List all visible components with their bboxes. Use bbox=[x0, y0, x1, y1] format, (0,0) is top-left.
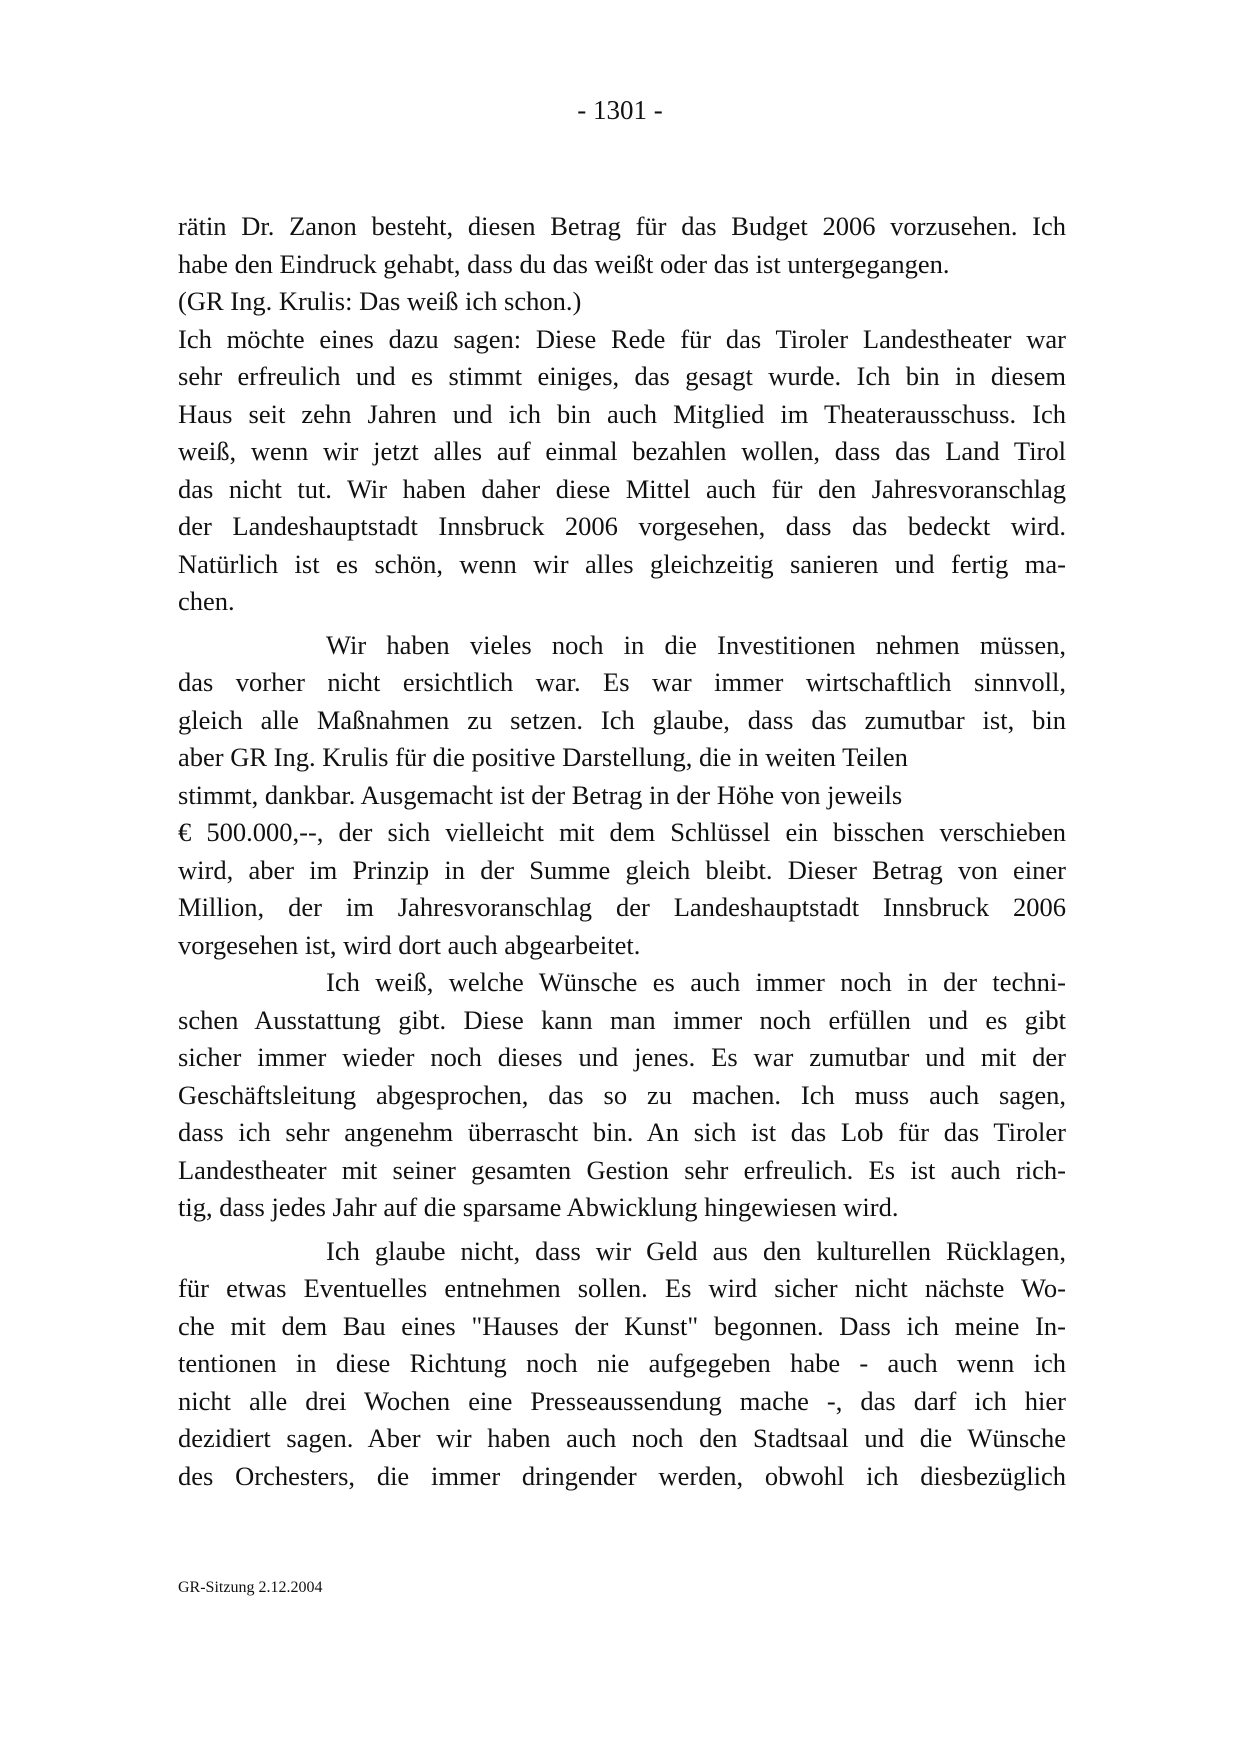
text-line: Landestheater mit seiner gesamten Gestion sehr erfreulich. Es ist auch rich- bbox=[178, 1154, 1066, 1185]
text-line: stimmt, dankbar. Ausgemacht ist der Betrag in der Höhe von jeweils bbox=[178, 779, 903, 810]
text-line: nicht alle drei Wochen eine Presseaussendung mache -, das darf ich hier bbox=[178, 1385, 1066, 1416]
text-line: rätin Dr. Zanon besteht, diesen Betrag für das Budget 2006 vorzusehen. Ich bbox=[178, 211, 1066, 241]
footer-session-date: GR-Sitzung 2.12.2004 bbox=[178, 1579, 323, 1596]
text-line: (GR Ing. Krulis: Das weiß ich schon.) bbox=[178, 286, 582, 316]
text-line: Ich weiß, welche Wünsche es auch immer noch in der techni- bbox=[326, 967, 1066, 997]
body-text bbox=[178, 208, 1066, 1495]
text-line: schen Ausstattung gibt. Diese kann man immer noch erfüllen und es gibt bbox=[178, 1004, 1066, 1035]
text-line: des Orchesters, die immer dringender werden, obwohl ich diesbezüglich bbox=[178, 1460, 1066, 1491]
text-line: sicher immer wieder noch dieses und jenes. Es war zumutbar und mit der bbox=[178, 1042, 1066, 1072]
text-line: sehr erfreulich und es stimmt einiges, das gesagt wurde. Ich bin in diesem bbox=[178, 361, 1066, 391]
text-line: das nicht tut. Wir haben daher diese Mittel auch für den Jahresvoranschlag bbox=[178, 473, 1066, 504]
text-line: aber GR Ing. Krulis für die positive Darstellung, die in weiten Teilen bbox=[178, 742, 908, 772]
text-line: vorgesehen ist, wird dort auch abgearbeitet. bbox=[178, 929, 641, 960]
text-line: dezidiert sagen. Aber wir haben auch noch den Stadtsaal und die Wünsche bbox=[178, 1423, 1066, 1453]
text-line: Wir haben vieles noch in die Investitionen nehmen müssen, bbox=[326, 629, 1066, 660]
text-line: tig, dass jedes Jahr auf die sparsame Abwicklung hingewiesen wird. bbox=[178, 1192, 899, 1222]
text-line: che mit dem Bau eines "Hauses der Kunst" begonnen. Dass ich meine In- bbox=[178, 1310, 1066, 1341]
text-line: € 500.000,--, der sich vielleicht mit dem Schlüssel ein bisschen verschieben bbox=[178, 817, 1066, 847]
text-line: das vorher nicht ersichtlich war. Es war immer wirtschaftlich sinnvoll, bbox=[178, 667, 1066, 697]
text-line: Million, der im Jahresvoranschlag der Landeshauptstadt Innsbruck 2006 bbox=[178, 892, 1066, 922]
text-line: chen. bbox=[178, 586, 235, 616]
text-line: der Landeshauptstadt Innsbruck 2006 vorgesehen, dass das bedeckt wird. bbox=[178, 511, 1066, 541]
text-line: für etwas Eventuelles entnehmen sollen. Es wird sicher nicht nächste Wo- bbox=[178, 1273, 1066, 1303]
text-line: Haus seit zehn Jahren und ich bin auch Mitglied im Theaterausschuss. Ich bbox=[178, 398, 1066, 429]
text-line: weiß, wenn wir jetzt alles auf einmal bezahlen wollen, dass das Land Tirol bbox=[178, 436, 1066, 466]
text-line: Natürlich ist es schön, wenn wir alles gleichzeitig sanieren und fertig ma- bbox=[178, 548, 1066, 579]
page-number: - 1301 - bbox=[577, 95, 663, 125]
text-line: Geschäftsleitung abgesprochen, das so zu machen. Ich muss auch sagen, bbox=[178, 1079, 1066, 1110]
text-line: Ich glaube nicht, dass wir Geld aus den kulturellen Rücklagen, bbox=[326, 1235, 1066, 1266]
text-line: habe den Eindruck gehabt, dass du das weißt oder das ist untergegangen. bbox=[178, 248, 950, 279]
text-line: tentionen in diese Richtung noch nie aufgegeben habe - auch wenn ich bbox=[178, 1348, 1066, 1378]
text-line: gleich alle Maßnahmen zu setzen. Ich glaube, dass das zumutbar ist, bin bbox=[178, 704, 1066, 735]
text-line: wird, aber im Prinzip in der Summe gleich bleibt. Dieser Betrag von einer bbox=[178, 854, 1066, 885]
text-line: Ich möchte eines dazu sagen: Diese Rede für das Tiroler Landestheater war bbox=[178, 323, 1066, 354]
text-line: dass ich sehr angenehm überrascht bin. An sich ist das Lob für das Tiroler bbox=[178, 1117, 1066, 1147]
